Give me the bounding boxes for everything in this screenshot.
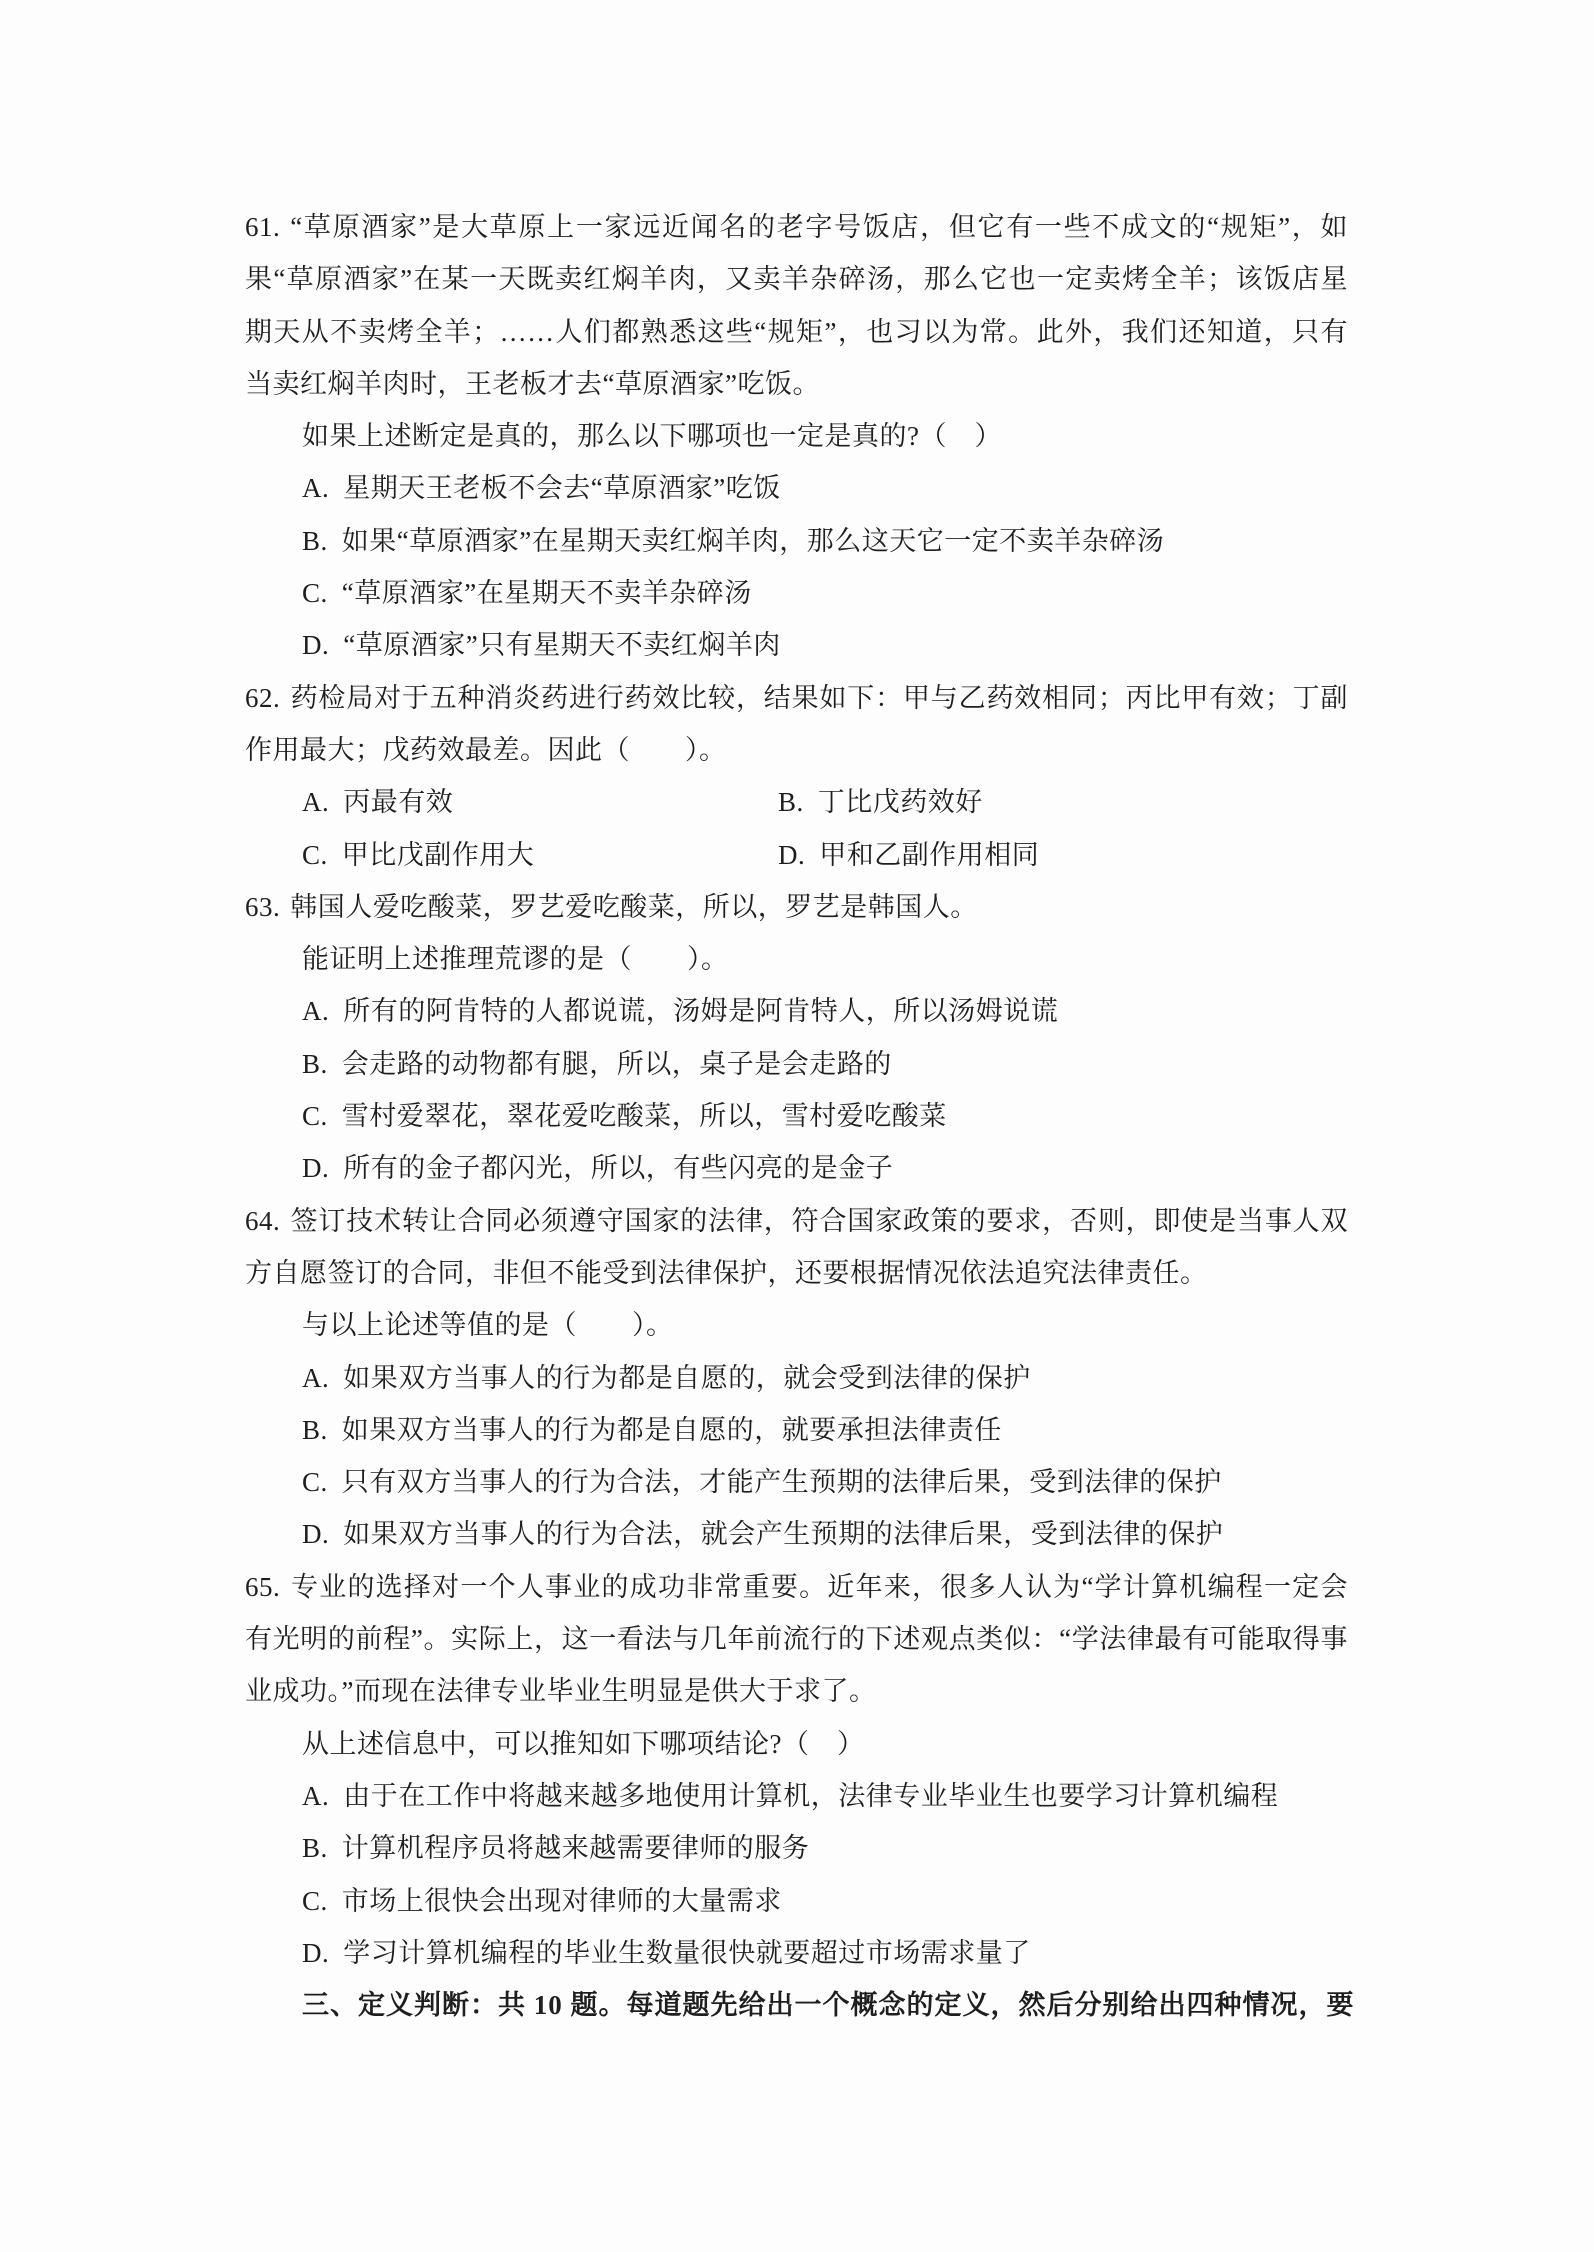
question-64-option-c xyxy=(245,1456,1348,1508)
question-65-prompt: 从上述信息中，可以推知如下哪项结论?（ ） xyxy=(302,1728,865,1759)
option-label: A. xyxy=(302,787,330,818)
question-62-options-row-1 xyxy=(245,776,1348,828)
option-text: 计算机程序员将越来越需要律师的服务 xyxy=(341,1833,810,1864)
option-label: D. xyxy=(302,1937,330,1968)
option-label: C. xyxy=(302,1467,328,1498)
option-label: C. xyxy=(302,839,328,870)
option-text: 由于在工作中将越来越多地使用计算机，法律专业毕业生也要学习计算机编程 xyxy=(343,1780,1279,1811)
option-label: B. xyxy=(778,787,804,818)
question-62-body-1: 药检局对于五种消炎药进行药效比较，结果如下：甲与乙药效相同；丙比甲有效；丁副 xyxy=(290,682,1348,713)
option-text: “草原酒家”在星期天不卖羊杂碎汤 xyxy=(341,578,752,609)
question-61-line-3: 期天从不卖烤全羊；……人们都熟悉这些“规矩”，也习以为常。此外，我们还知道，只有 xyxy=(245,316,1348,347)
question-62-option-a xyxy=(302,787,453,817)
question-62-options-row-2 xyxy=(245,829,1348,881)
question-65-number: 65. xyxy=(245,1571,281,1602)
option-text: 如果双方当事人的行为都是自愿的，就会受到法律的保护 xyxy=(343,1362,1031,1393)
option-label: B. xyxy=(302,1833,328,1864)
option-label: D. xyxy=(778,839,806,870)
option-label: B. xyxy=(302,1048,328,1079)
option-label: B. xyxy=(302,525,328,556)
question-64-number: 64. xyxy=(245,1205,281,1236)
option-text: 丙最有效 xyxy=(343,787,454,818)
question-62-line-1 xyxy=(245,672,1348,724)
question-61-option-a xyxy=(245,462,1348,514)
option-label: B. xyxy=(302,1414,328,1445)
option-text: 甲比戊副作用大 xyxy=(341,839,535,870)
question-63-body-1: 韩国人爱吃酸菜，罗艺爱吃酸菜，所以，罗艺是韩国人。 xyxy=(290,891,978,922)
option-text: 如果“草原酒家”在星期天卖红焖羊肉，那么这天它一定不卖羊杂碎汤 xyxy=(341,525,1165,556)
question-65-option-c xyxy=(245,1875,1348,1927)
question-65-body-1: 专业的选择对一个人事业的成功非常重要。近年来，很多人认为“学计算机编程一定会 xyxy=(290,1571,1348,1602)
question-64-option-a xyxy=(245,1352,1348,1404)
option-text: 丁比戊药效好 xyxy=(817,787,983,818)
question-65-option-b xyxy=(245,1822,1348,1874)
question-61-number: 61. xyxy=(245,212,281,242)
option-text: 所有的金子都闪光，所以，有些闪亮的是金子 xyxy=(343,1153,894,1184)
question-65-line-2: 有光明的前程”。实际上，这一看法与几年前流行的下述观点类似：“学法律最有可能取得事 xyxy=(245,1624,1348,1655)
option-text: 如果双方当事人的行为合法，就会产生预期的法律后果，受到法律的保护 xyxy=(343,1519,1224,1550)
question-64-line-2: 方自愿签订的合同，非但不能受到法律保护，还要根据情况依法追究法律责任。 xyxy=(245,1257,1208,1288)
question-62-option-d xyxy=(778,829,1039,881)
option-text: 星期天王老板不会去“草原酒家”吃饭 xyxy=(343,473,781,504)
question-64-body-1: 签订技术转让合同必须遵守国家的法律，符合国家政策的要求，否则，即使是当事人双 xyxy=(290,1205,1348,1236)
question-61-line-4: 当卖红焖羊肉时，王老板才去“草原酒家”吃饭。 xyxy=(245,368,820,399)
question-62-number: 62. xyxy=(245,682,281,713)
option-label: C. xyxy=(302,578,328,609)
question-63-prompt: 能证明上述推理荒谬的是（ ）。 xyxy=(302,944,729,975)
option-text: 所有的阿肯特的人都说谎，汤姆是阿肯特人，所以汤姆说谎 xyxy=(343,996,1059,1027)
question-62-line-2: 作用最大；戊药效最差。因此（ ）。 xyxy=(245,734,727,765)
option-label: A. xyxy=(302,1362,330,1393)
section-header: 三、定义判断：共 10 题。每道题先给出一个概念的定义，然后分别给出四种情况，要 xyxy=(302,1990,1355,2021)
option-text: 会走路的动物都有腿，所以，桌子是会走路的 xyxy=(341,1048,892,1079)
question-65-option-d xyxy=(245,1927,1348,1979)
question-64-option-d xyxy=(245,1508,1348,1560)
question-63-option-d xyxy=(245,1142,1348,1194)
question-62-option-b xyxy=(778,776,983,828)
question-65-line-3: 业成功。”而现在法律专业毕业生明显是供大于求了。 xyxy=(245,1676,877,1707)
option-text: 如果双方当事人的行为都是自愿的，就要承担法律责任 xyxy=(341,1414,1002,1445)
option-label: A. xyxy=(302,473,330,504)
option-label: A. xyxy=(302,1780,330,1811)
question-63-line-1 xyxy=(245,881,1348,933)
option-text: “草原酒家”只有星期天不卖红焖羊肉 xyxy=(343,630,781,661)
question-61-option-c xyxy=(245,567,1348,619)
text-block xyxy=(245,201,1355,2031)
question-64-option-b xyxy=(245,1404,1348,1456)
option-label: C. xyxy=(302,1101,328,1132)
option-text: 市场上很快会出现对律师的大量需求 xyxy=(341,1885,782,1916)
option-label: D. xyxy=(302,1519,330,1550)
option-text: 学习计算机编程的毕业生数量很快就要超过市场需求量了 xyxy=(343,1937,1031,1968)
question-61-option-b xyxy=(245,515,1348,567)
question-63-number: 63. xyxy=(245,891,281,922)
question-64-prompt: 与以上论述等值的是（ ）。 xyxy=(302,1310,674,1341)
question-61-line-2: 果“草原酒家”在某一天既卖红焖羊肉，又卖羊杂碎汤，那么它也一定卖烤全羊；该饭店星 xyxy=(245,264,1348,295)
option-text: 只有双方当事人的行为合法，才能产生预期的法律后果，受到法律的保护 xyxy=(341,1467,1222,1498)
option-text: 甲和乙副作用相同 xyxy=(819,839,1040,870)
question-61-option-d xyxy=(245,619,1348,671)
option-label: D. xyxy=(302,1153,330,1184)
question-63-option-a xyxy=(245,985,1348,1037)
question-63-option-c xyxy=(245,1090,1348,1142)
question-65-option-a xyxy=(245,1770,1348,1822)
question-61-body-1: “草原酒家”是大草原上一家远近闻名的老字号饭店，但它有一些不成文的“规矩”，如 xyxy=(290,212,1348,242)
question-63-option-b xyxy=(245,1038,1348,1090)
option-text: 雪村爱翠花，翠花爱吃酸菜，所以，雪村爱吃酸菜 xyxy=(341,1101,947,1132)
question-61-prompt: 如果上述断定是真的，那么以下哪项也一定是真的?（ ） xyxy=(302,421,1002,452)
option-label: D. xyxy=(302,630,330,661)
question-65-line-1 xyxy=(245,1561,1348,1613)
question-62-option-c xyxy=(302,840,534,870)
question-61-line-1 xyxy=(245,201,1348,253)
question-64-line-1 xyxy=(245,1195,1348,1247)
option-label: A. xyxy=(302,996,330,1027)
option-label: C. xyxy=(302,1885,328,1916)
